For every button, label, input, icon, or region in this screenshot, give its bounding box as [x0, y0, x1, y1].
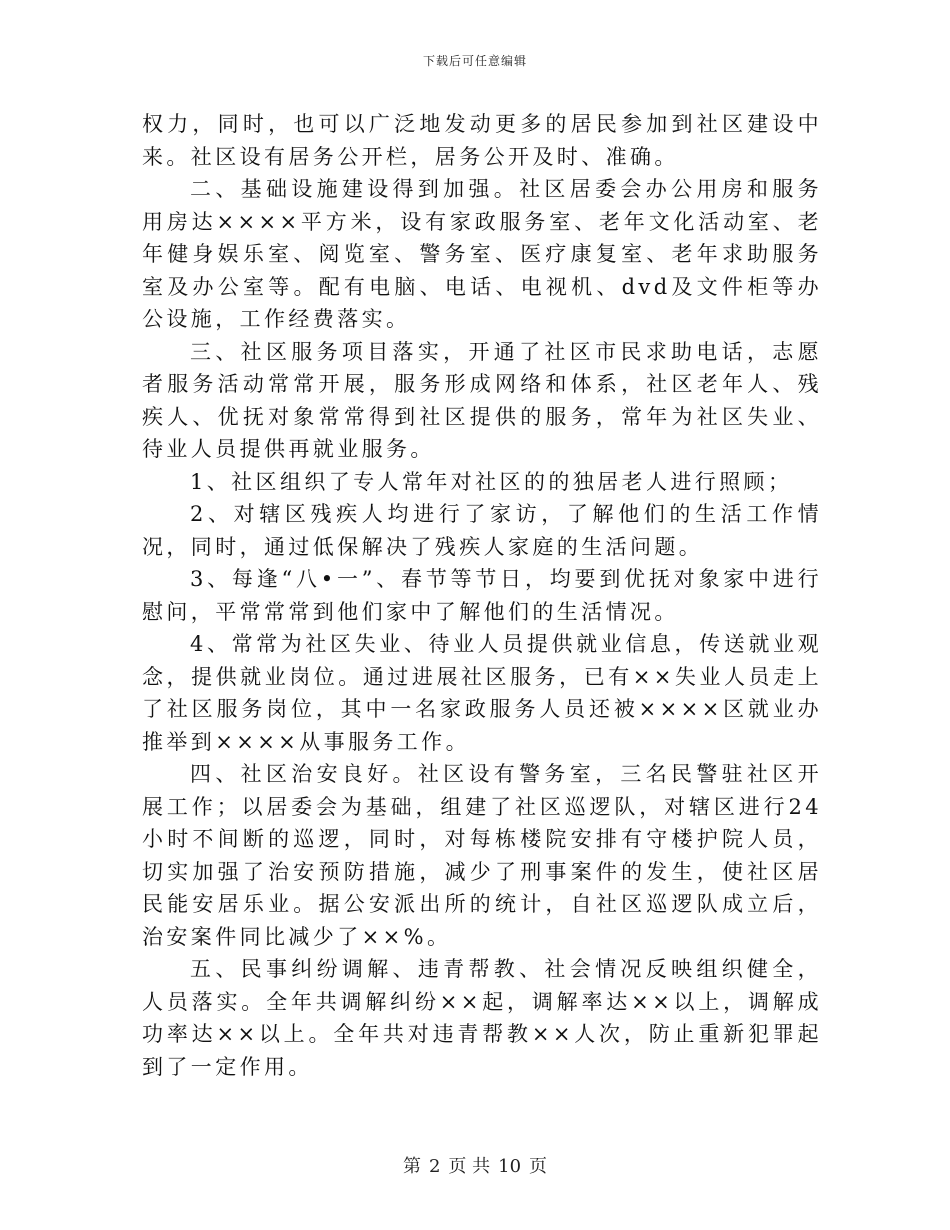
paragraph-continuation: 权力，同时，也可以广泛地发动更多的居民参加到社区建设中来。社区设有居务公开栏，居务公开及时、准确。	[142, 112, 822, 169]
document-body	[142, 108, 822, 1083]
total-pages: 10	[498, 1156, 522, 1177]
paragraph-infrastructure: 二、基础设施建设得到加强。社区居委会办公用房和服务用房达××××平方米，设有家政服务室、老年文化活动室、老年健身娱乐室、阅览室、警务室、医疗康复室、老年求助服务室及办公室等。配有电脑、电话、电视机、dvd及文件柜等办公设施，工作经费落实。	[142, 177, 822, 331]
page-header	[0, 52, 950, 69]
paragraph-public-security: 四、社区治安良好。社区设有警务室，三名民警驻社区开展工作；以居委会为基础，组建了社区巡逻队，对辖区进行24小时不间断的巡逻，同时，对每栋楼院安排有守楼护院人员，切实加强了治安预防措施，减少了刑事案件的发生，使社区居民能安居乐业。据公安派出所的统计，自社区巡逻队成立后，治安案件同比减少了××%。	[142, 762, 822, 949]
paragraph-community-services: 三、社区服务项目落实，开通了社区市民求助电话，志愿者服务活动常常开展，服务形成网络和体系，社区老年人、残疾人、优抚对象常常得到社区提供的服务，常年为社区失业、待业人员提供再就业服务。	[142, 339, 822, 461]
list-item-employment: 4、常常为社区失业、待业人员提供就业信息，传送就业观念，提供就业岗位。通过进展社区服务，已有××失业人员走上了社区服务岗位，其中一名家政服务人员还被××××区就业办推举到××××从事服务工作。	[142, 632, 822, 754]
footer-prefix: 第	[402, 1156, 421, 1177]
list-item-elderly-care: 1、社区组织了专人常年对社区的的独居老人进行照顾；	[190, 469, 793, 494]
page-number: 2	[428, 1156, 441, 1177]
header-text: 下载后可任意编辑	[422, 54, 527, 68]
page-footer	[0, 1152, 950, 1178]
list-item-holiday-visits: 3、每逢“八•一”、春节等节日，均要到优抚对象家中进行慰问，平常常常到他们家中了解他们的生活情况。	[142, 567, 822, 624]
paragraph-dispute-mediation: 五、民事纠纷调解、违青帮教、社会情况反映组织健全，人员落实。全年共调解纠纷××起，调解率达××以上，调解成功率达××以上。全年共对违青帮教××人次，防止重新犯罪起到了一定作用。	[142, 957, 822, 1079]
footer-middle: 页 共	[448, 1156, 491, 1177]
list-item-disabled-visits: 2、对辖区残疾人均进行了家访，了解他们的生活工作情况，同时，通过低保解决了残疾人家庭的生活问题。	[142, 502, 822, 559]
footer-suffix: 页	[529, 1156, 548, 1177]
